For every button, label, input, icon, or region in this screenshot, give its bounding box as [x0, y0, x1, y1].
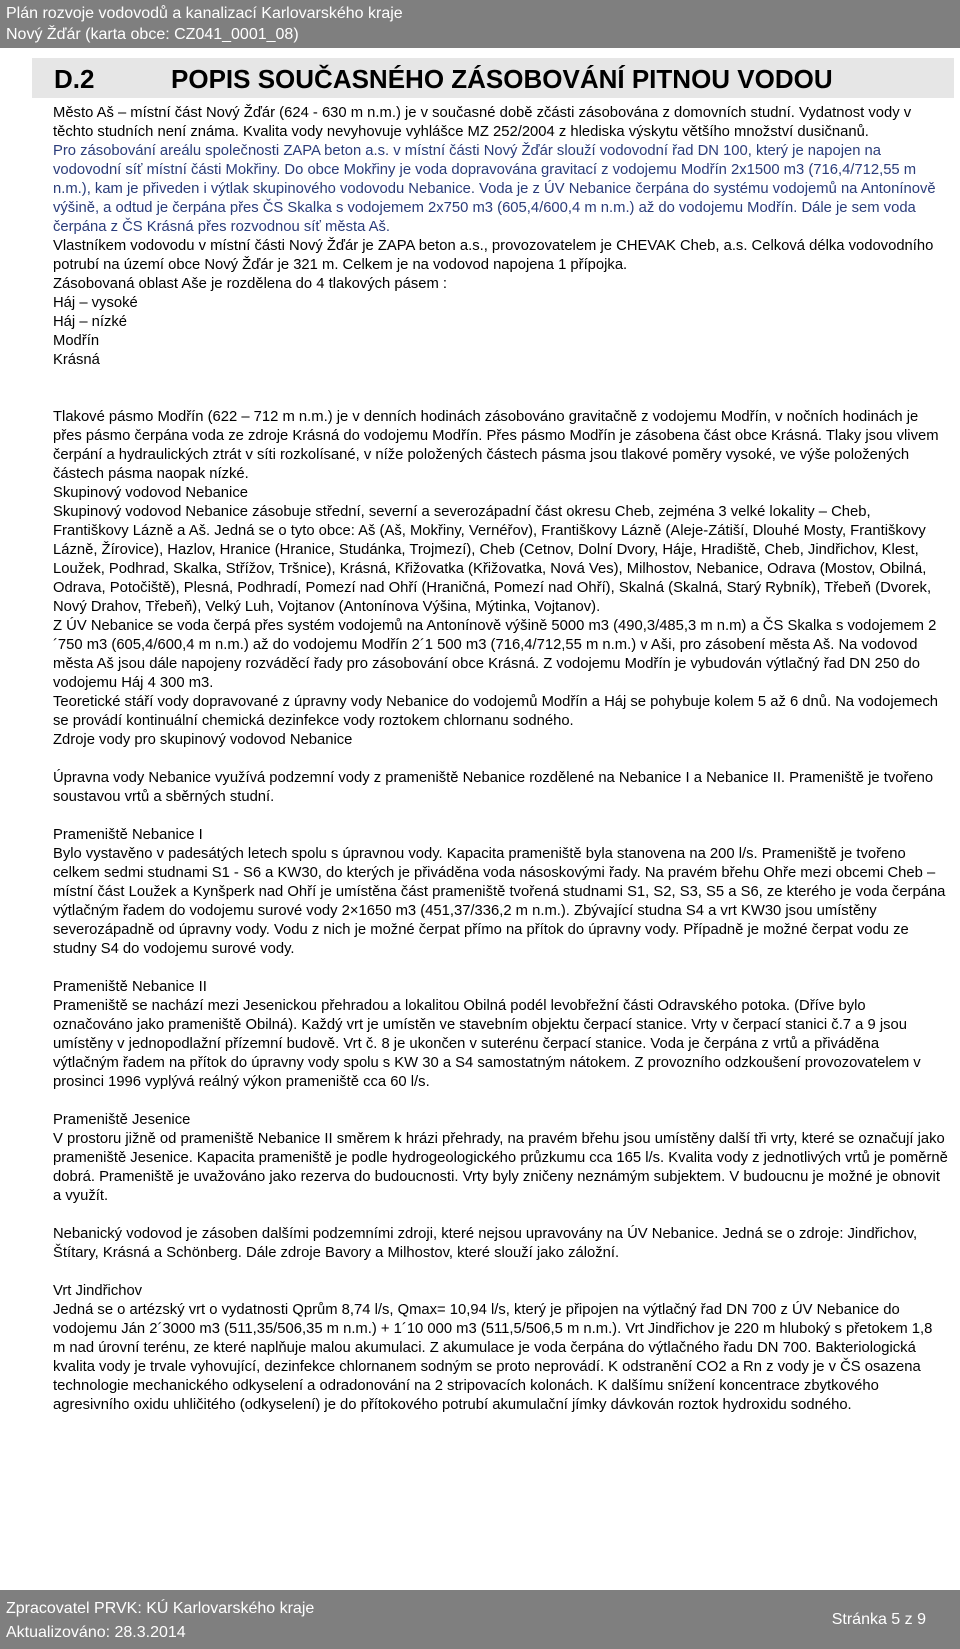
paragraph-jesenice: V prostoru jižně od prameniště Nebanice II směrem k hrázi přehrady, na pravém břehu jsou umístěny další tři vrty, které se označují jako prameniště Jesenice. Kapacita prameniště je podle hydrogeologického průzkumu cca 165 l/s. Kvalita vody z jednotlivých vrtů je poměrně dobrá. Prameniště je uvažováno jako rezerva do budoucnosti. Vrty byly zničeny neznámým subjektem. V budoucnu je možné je obnovit a využít. [53, 1131, 948, 1204]
subheading-sources: Zdroje vody pro skupinový vodovod Nebanice [53, 732, 353, 748]
paragraph-pumping-route: Z ÚV Nebanice se voda čerpá přes systém vodojemů na Antonínově výšině 5000 m3 (490,3/485,3 m n.m) a ČS Skalka s vodojemem 2´750 m3 (605,4/600,4 m n.m.) až do vodojemu Modřín 2´1 500 m3 (716,4/712,55 m n.m.) v Aši, pro zásobení města Aš. Na vodovod města Aš jsou dále napojeny rozváděcí řady pro zásobování obce Krásná. Z vodojemu Modřín je vybudován výtlačný řad DN 250 do vodojemu Háj 4 300 m3. [53, 618, 937, 691]
subheading-nebanice-group: Skupinový vodovod Nebanice [53, 485, 248, 501]
paragraph-treatment-plant: Úpravna vody Nebanice využívá podzemní vody z prameniště Nebanice rozdělené na Nebanice I a Nebanice II. Prameniště je tvořeno soustavou vrtů a sběrných studní. [53, 770, 934, 805]
section-number: D.2 [54, 64, 95, 94]
subheading-jesenice: Prameniště Jesenice [53, 1112, 191, 1128]
paragraph-intro: Město Aš – místní část Nový Žďár (624 - 630 m n.m.) je v současné době zčásti zásobována z domovních studní. Vydatnost vody v těchto studních není známa. Kvalita vody nevyhovuje vyhlášce MZ 252/2004 z hlediska výskytu většího množství dusičnanů. [53, 105, 912, 140]
paragraph-water-age: Teoretické stáří vody dopravované z úpravny vody Nebanice do vodojemů Modřín a Háj se pohybuje kolem 5 až 6 dnů. Na vodojemech se provádí kontinuální chemická dezinfekce vody roztokem chlornanu sodného. [53, 694, 939, 729]
paragraph-ownership: Vlastníkem vodovodu v místní části Nový Žďár je ZAPA beton a.s., provozovatelem je CHEVAK Cheb, a.s. Celková délka vodovodního potrubí na území obce Nový Žďár je 321 m. Celkem je na vodovod napojena 1 přípojka. [53, 238, 934, 273]
paragraph-nebanice-1: Bylo vystavěno v padesátých letech spolu s úpravnou vody. Kapacita prameniště byla stanovena na 200 l/s. Prameniště je tvořeno celkem sedmi studnami S1 - S6 a KW30, do kterých je přiváděna voda násoskovými řady. Na pravém břehu Ohře mezi obcemi Cheb – místní část Loužek a Kynšperk nad Ohří je umístěna část prameniště tvořená studnami S1, S2, S3, S5 a S6, ze kterého je voda čerpána výtlačným řadem do vodojemu surové vody 2×1650 m3 (451,37/336,2 m n.m.). Zbývající studna S4 a vrt KW30 jsou umístěny severozápadně od úpravny vody. Vodu z nich je možné čerpat přímo na přítok do úpravny vody. Případně je možné čerpat vodu ze studny S4 do vodojemu surové vody. [53, 846, 946, 957]
header-municipality-card: Nový Žďár (karta obce: CZ041_0001_08) [6, 26, 299, 43]
paragraph-pressure-zones-intro: Zásobovaná oblast Aše je rozdělena do 4 tlakových pásem : [53, 276, 448, 292]
document-body [53, 104, 948, 1415]
page-number: Stránka 5 z 9 [831, 1611, 926, 1628]
paragraph-zapa-supply: Pro zásobování areálu společnosti ZAPA beton a.s. v místní části Nový Žďár slouží vodovodní řad DN 100, který je napojen na vodovodní síť místní části Mokřiny. Do obce Mokřiny je voda dopravována gravitací z vodojemu Modřín 2x1500 m3 (716,4/712,55 m n.m.), kam je přiveden i výtlak skupinového vodovodu Nebanice. Voda je z ÚV Nebanice čerpána do systému vodojemů na Antonínově výšině, a odtud je čerpána přes ČS Skalka s vodojemem 2x750 m3 (605,4/600,4 m n.m.) až do vodojemu Modřín. Dále je sem voda čerpána z ČS Krásná přes rozvodnou síť města Aš. [53, 143, 936, 235]
list-item: Háj – nízké [53, 314, 128, 330]
footer-author: Zpracovatel PRVK: KÚ Karlovarského kraje [6, 1600, 315, 1617]
paragraph-nebanice-coverage: Skupinový vodovod Nebanice zásobuje střední, severní a severozápadní část okresu Cheb, zejména 3 velké lokality – Cheb, Františkovy Lázně a Aš. Jedná se o tyto obce: Aš (Aš, Mokřiny, Vernéřov), Františkovy Lázně (Aleje-Zátiší, Dlouhé Mosty, Františkovy Lázně, Žírovice), Hazlov, Hranice (Hranice, Studánka, Trojmezí), Cheb (Cetnov, Dolní Dvory, Háje, Hradiště, Cheb, Jindřichov, Klest, Loužek, Podhrad, Skalka, Střížov, Tršnice), Krásná, Křižovatka (Křižovatka, Nová Ves), Milhostov, Nebanice, Odrava (Mostov, Obilná, Odrava, Potočiště), Plesná, Podhradí, Pomezí nad Ohří (Hraničná, Pomezí nad Ohří), Skalná (Skalná, Starý Rybník), Třebeň (Dvorek, Nový Drahov, Třebeň), Velký Luh, Vojtanov (Antonínova Výšina, Mýtinka, Vojtanov). [53, 504, 932, 615]
header-document-title: Plán rozvoje vodovodů a kanalizací Karlovarského kraje [6, 5, 403, 22]
section-title: POPIS SOUČASNÉHO ZÁSOBOVÁNÍ PITNOU VODOU [171, 64, 833, 94]
subheading-nebanice-2: Prameniště Nebanice II [53, 979, 207, 995]
paragraph-other-sources: Nebanický vodovod je zásoben dalšími podzemními zdroji, které nejsou upravovány na ÚV Nebanice. Jedná se o zdroje: Jindřichov, Štítary, Krásná a Schönberg. Dále zdroje Bavory a Milhostov, které slouží jako záložní. [53, 1226, 918, 1261]
paragraph-nebanice-2: Prameniště se nachází mezi Jesenickou přehradou a lokalitou Obilná podél levobřežní části Odravského potoka. (Dříve bylo označováno jako prameniště Obilná). Každý vrt je umístěn ve stavebním objektu čerpací stanice. Vrty v čerpací stanici č.7 a 9 jsou umístěny v jednopodlažní přízemní budově. Vrt č. 8 je ukončen v suterénu čerpací stanice. Voda je čerpána z vrtů a přiváděna výtlačným řadem na přítok do úpravny vody spolu s KW 30 a S4 samostatným nátokem. Z provozního odzkoušení provozovatelem v prosinci 1996 vyplývá reálný výkon prameniště cca 60 l/s. [53, 998, 921, 1090]
subheading-jindrichov: Vrt Jindřichov [53, 1283, 143, 1299]
page-footer [0, 1590, 960, 1649]
subheading-nebanice-1: Prameniště Nebanice I [53, 827, 203, 843]
page-header [0, 0, 960, 48]
list-item: Krásná [53, 352, 100, 368]
list-item: Modřín [53, 333, 100, 349]
paragraph-zone-modrin: Tlakové pásmo Modřín (622 – 712 m n.m.) je v denních hodinách zásobováno gravitačně z vodojemu Modřín, v nočních hodinách je přes pásmo čerpána voda ze zdroje Krásná do vodojemu Modřín. Přes pásmo Modřín je zásobena část obce Krásná. Tlaky jsou vlivem čerpání a hydraulických ztrát v síti rozkolísané, v níže položených částech pásma jsou tlakové poměry vysoké, ve výše položených částech pásma naopak nízké. [53, 409, 939, 482]
section-heading [32, 58, 954, 98]
list-item: Háj – vysoké [53, 295, 138, 311]
paragraph-jindrichov: Jedná se o artézský vrt o vydatnosti Qprům 8,74 l/s, Qmax= 10,94 l/s, který je připojen na výtlačný řad DN 700 z ÚV Nebanice do vodojemu Ján 2´3000 m3 (511,35/506,35 m n.m.) + 1´10 000 m3 (511,5/506,5 m n.m.). Vrt Jindřichov je 220 m hluboký s přetokem 1,8 m nad úrovní terénu, ze které naplňuje malou akumulaci. Z akumulace je voda čerpána do výtlačného řadu DN 700. Bakteriologická kvalita vody je trvale vyhovující, dezinfekce chlornanem sodným se proto neprovádí. K odstranění CO2 a Rn z vody je v ČS osazena technologie mechanického odkyselení a odradonování na 2 stripovacích kolonách. K dalšímu snížení koncentrace zbytkového agresivního oxidu uhličitého (odkyselení) je do přítokového potrubí akumulační jímky dávkován roztok hydroxidu sodného. [53, 1302, 933, 1413]
footer-updated: Aktualizováno: 28.3.2014 [6, 1624, 186, 1641]
